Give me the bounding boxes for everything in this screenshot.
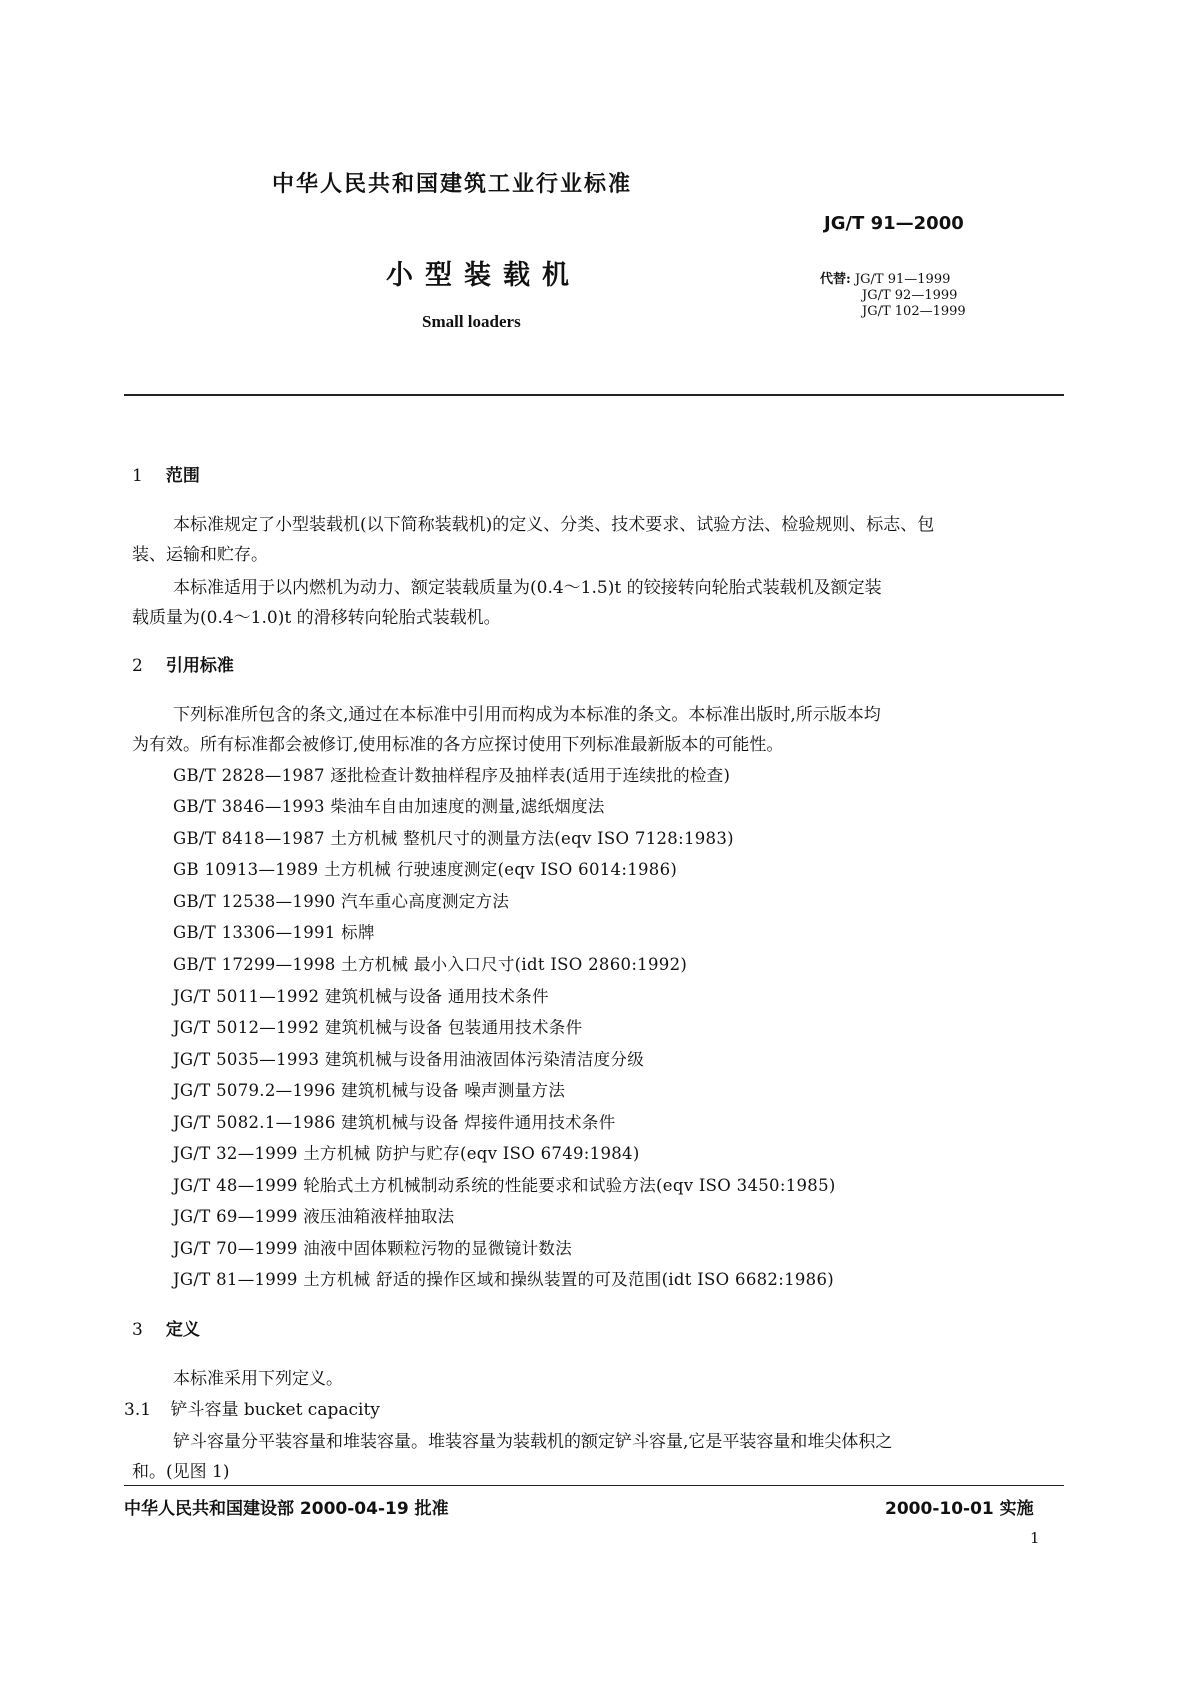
section-2-heading	[132, 651, 234, 676]
section-1-heading	[132, 461, 200, 486]
replaced-standard: JG/T 102—1999	[862, 304, 966, 319]
reference-item: JG/T 5035—1993 建筑机械与设备用油液固体污染清洁度分级	[173, 1050, 645, 1069]
paragraph-line: 和。(见图 1)	[132, 1462, 230, 1482]
section-number: 2	[132, 656, 143, 676]
reference-item: JG/T 69—1999 液压油箱液样抽取法	[173, 1207, 455, 1226]
paragraph-line: 载质量为(0.4～1.0)t 的滑移转向轮胎式装载机。	[132, 608, 501, 628]
paragraph-line: 本标准适用于以内燃机为动力、额定装载质量为(0.4～1.5)t 的铰接转向轮胎式装载机及额定装	[173, 578, 882, 598]
reference-item: JG/T 48—1999 轮胎式土方机械制动系统的性能要求和试验方法(eqv ISO 3450:1985)	[173, 1176, 836, 1195]
replaced-standard: JG/T 91—1999	[854, 272, 951, 287]
reference-item: JG/T 5011—1992 建筑机械与设备 通用技术条件	[173, 987, 549, 1006]
page-number: 1	[1030, 1529, 1040, 1547]
document-title-cn: 小型装载机	[386, 260, 581, 291]
reference-item: GB/T 3846—1993 柴油车自由加速度的测量,滤纸烟度法	[173, 797, 605, 816]
footer-divider	[124, 1485, 1064, 1486]
reference-item: JG/T 5082.1—1986 建筑机械与设备 焊接件通用技术条件	[173, 1113, 616, 1132]
subsection-number: 3.1	[124, 1400, 152, 1420]
paragraph-line: 为有效。所有标准都会被修订,使用标准的各方应探讨使用下列标准最新版本的可能性。	[132, 735, 784, 755]
reference-item: GB/T 2828—1987 逐批检查计数抽样程序及抽样表(适用于连续批的检查)	[173, 766, 731, 785]
document-title-en: Small loaders	[422, 312, 521, 331]
issuing-organization: 中华人民共和国建筑工业行业标准	[272, 172, 633, 197]
replaced-standard: JG/T 92—1999	[862, 288, 958, 303]
reference-item: JG/T 32—1999 土方机械 防护与贮存(eqv ISO 6749:1984)	[173, 1144, 640, 1163]
section-3-heading	[132, 1315, 200, 1340]
subsection-title: 铲斗容量 bucket capacity	[170, 1400, 380, 1420]
paragraph-line: 铲斗容量分平装容量和堆装容量。堆装容量为装载机的额定铲斗容量,它是平装容量和堆尖体积之	[173, 1432, 893, 1452]
section-number: 1	[132, 466, 143, 486]
reference-item: JG/T 70—1999 油液中固体颗粒污物的显微镜计数法	[173, 1239, 573, 1258]
reference-item: GB/T 8418—1987 土方机械 整机尺寸的测量方法(eqv ISO 7128:1983)	[173, 829, 734, 848]
paragraph-line: 下列标准所包含的条文,通过在本标准中引用而构成为本标准的条文。本标准出版时,所示版本均	[173, 705, 881, 725]
standard-code: JG/T 91—2000	[824, 213, 964, 234]
section-title: 定义	[165, 1320, 200, 1340]
effective-date: 2000-10-01 实施	[885, 1499, 1034, 1519]
paragraph-line: 本标准采用下列定义。	[173, 1369, 343, 1389]
subsection-heading	[124, 1395, 380, 1420]
reference-item: GB 10913—1989 土方机械 行驶速度测定(eqv ISO 6014:1986)	[173, 860, 678, 879]
section-number: 3	[132, 1320, 143, 1340]
reference-item: GB/T 17299—1998 土方机械 最小入口尺寸(idt ISO 2860:1992)	[173, 955, 688, 974]
section-title: 范围	[165, 466, 200, 486]
reference-item: JG/T 5012—1992 建筑机械与设备 包装通用技术条件	[173, 1018, 583, 1037]
reference-item: JG/T 81—1999 土方机械 舒适的操作区域和操纵装置的可及范围(idt ISO 6682:1986)	[173, 1270, 835, 1289]
replaces-block	[820, 272, 966, 320]
section-title: 引用标准	[165, 656, 234, 676]
reference-item: GB/T 12538—1990 汽车重心高度测定方法	[173, 892, 510, 911]
header-divider	[124, 394, 1064, 396]
paragraph-line: 装、运输和贮存。	[132, 545, 268, 565]
approval-statement: 中华人民共和国建设部 2000-04-19 批准	[124, 1499, 449, 1519]
reference-item: GB/T 13306—1991 标牌	[173, 923, 375, 942]
reference-item: JG/T 5079.2—1996 建筑机械与设备 噪声测量方法	[173, 1081, 566, 1100]
replaces-label: 代替:	[820, 272, 851, 287]
paragraph-line: 本标准规定了小型装载机(以下简称装载机)的定义、分类、技术要求、试验方法、检验规则、标志、包	[173, 515, 935, 535]
